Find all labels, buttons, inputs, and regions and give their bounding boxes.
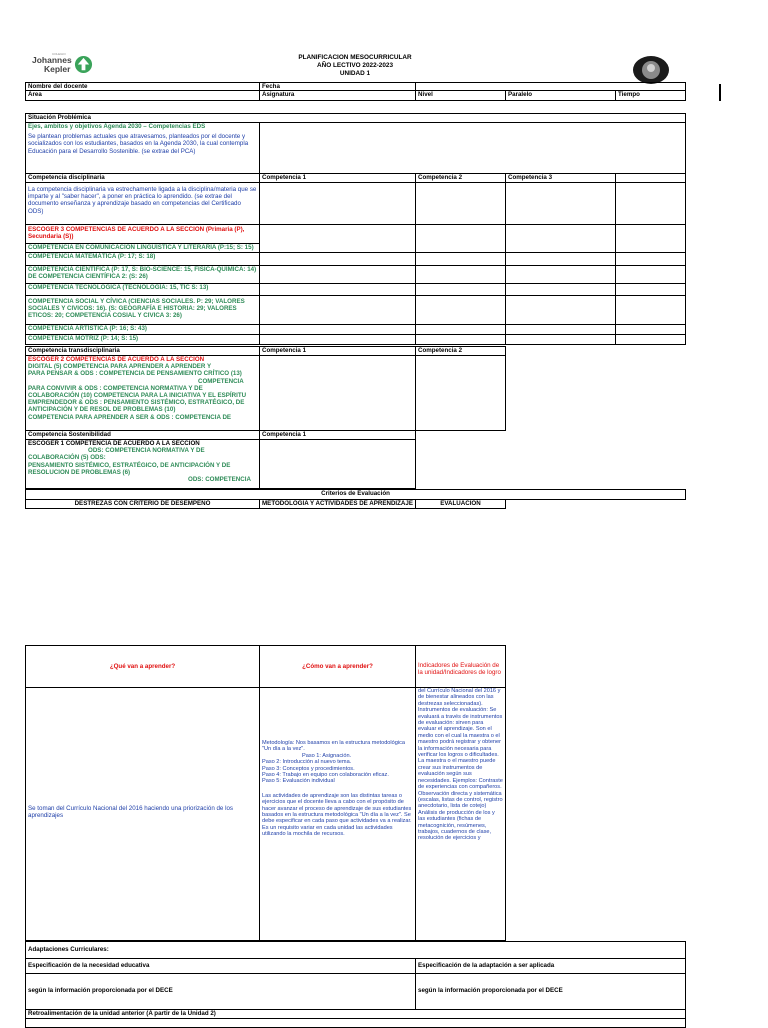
disciplinaria-choose: ESCOGER 3 COMPETENCIAS DE ACUERDO A LA SECCION (Primaria (P), Secundaria (S)) [25,224,260,244]
transdisciplinaria-line3: COMPETENCIA [198,377,244,385]
list-divider-6 [259,334,686,335]
transdisciplinaria-comp1: Competencia 1 [259,346,416,356]
transdisciplinaria-line1: DIGITAL (5) COMPETENCIA PARA APRENDER A APRENDER Y [28,363,212,371]
how-step3: Paso 3: Conceptos y procedimientos. [262,765,355,772]
how-step4: Paso 4: Trabajo en equipo con colaboración eficaz. [262,772,389,779]
disciplinaria-item-7: COMPETENCIA MOTRIZ (P: 14; S: 15) [25,334,260,345]
header-line1: PLANIFICACION MESOCURRICULAR [298,54,412,61]
transdisciplinaria-line5: COLABORACIÓN (10) COMPETENCIA PARA LA INICIATIVA Y EL ESPÍRITU [28,392,247,400]
dece-note-2[interactable]: según la información proporcionada por el DECE [415,973,686,1010]
question-how: ¿Cómo van a aprender? [259,645,416,688]
transdisciplinaria-comp2: Competencia 2 [415,346,506,356]
sostenibilidad-body [25,439,260,489]
how-column [259,687,416,941]
disciplinaria-col4-list[interactable] [615,224,686,345]
disciplinaria-item-5: COMPETENCIA SOCIAL Y CÍVICA (CIENCIAS SOCIALES. P: 29; VALORES SOCIALES Y CIVICOS: 16). (S: GEOGRAFÍA E HISTORIA: 29; VALORES ETICOS: 20; COMPETENCIA COSIAL Y CIVICA 3: 26) [25,295,260,325]
dece-note-1[interactable]: según la información proporcionada por el DECE [25,973,416,1010]
criterios-label: Criterios de Evaluación [25,489,686,500]
school-logo [30,52,92,76]
sostenibilidad-line5: ODS: COMPETENCIA [188,476,251,484]
area-label: Area [25,90,260,101]
adaptaciones-label: Adaptaciones Curriculares: [25,941,686,959]
tiempo-label: Tiempo [615,90,686,101]
sostenibilidad-col1[interactable] [259,439,416,489]
disciplinaria-item-6: COMPETENCIA ARTÍSTICA (P: 16; S: 43) [25,324,260,335]
eds-text: Se plantean problemas actuales que atravesamos, planteados por el docente y socializados con los estudiantes, basados en la Agenda 2030, la cual contempla Educación para el Desarrollo Sostenible. (se extrae del PCA) [28,133,249,155]
seal-icon [632,55,670,85]
disciplinaria-item-4: COMPETENCIA TECNOLÓGICA (TECNOLOGÍA: 15, TIC S: 13) [25,283,260,296]
metodologia-header: METODOLOGIA Y ACTIVIDADES DE APRENDIZAJE [259,499,416,509]
sostenibilidad-line4: RESOLUCION DE PROBLEMAS (6) [28,468,131,476]
what-text: Se toman del Currículo Nacional del 2016 haciendo una priorización de los aprendizajes [25,687,260,941]
transdisciplinaria-body [25,355,260,431]
header-line3: UNIDAD 1 [339,70,371,77]
how-step5: Paso 5: Evaluación individual [262,778,335,785]
list-divider-4 [259,295,686,296]
disciplinaria-comp1: Competencia 1 [259,173,416,183]
transdisciplinaria-choose: ESCOGER 2 COMPETENCIAS DE ACUERDO A LA SECCION [28,356,205,363]
disciplinaria-col1-list[interactable] [259,224,416,345]
disciplinaria-comp2: Competencia 2 [415,173,506,183]
sostenibilidad-choose: ESCOGER 1 COMPETENCIA DE ACUERDO A LA SECCION [28,440,200,447]
disciplinaria-col2-list[interactable] [415,224,506,345]
sostenibilidad-line1: ODS: COMPETENCIA NORMATIVA Y DE [88,447,205,455]
spec-need-header: Especificación de la necesidad educativa [25,958,416,974]
disciplinaria-text: La competencia disciplinaria va estrechamente ligada a la disciplina/materia que se imparte y al "saber hacer", a poner en práctica lo aprendido. (se extrae del documento enseñanza y aprendizaje basado en competencias del Certificado ODS) [25,182,260,225]
transdisciplinaria-line6: EMPRENDEDOR & ODS : PENSAMIENTO SISTÉMICO, ESTRATÉGICO, DE [28,399,245,407]
how-methodology: Metodología: Nos basamos en la estructura metodológica "Un día a la vez". [262,740,406,753]
disciplinaria-item-2: COMPETENCIA MATEMÁTICA (P: 17; S: 18) [25,252,260,266]
how-step2: Paso 2: Introducción al nuevo tema. [262,759,352,766]
evaluacion-header: EVALUACIÓN [415,499,506,509]
disciplinaria-comp3: Competencia 3 [505,173,616,183]
transdisciplinaria-line8: COMPETENCIA PARA APRENDER A SER & ODS : COMPETENCIA DE [28,413,232,421]
indicadores-text: del Currículo Nacional del 2016 y de bienestar alineados con las destrezas seleccionadas). Instrumentos de evaluación: Se evaluará a través de instrumentos de evaluación: sirven para evaluar el aprendizaje. Son el medio con el cual la maestra o el maestro podrá registrar y obtener la información necesaria para verificar los logros o dificultades. La maestra o el maestro puede crear sus instrumentos de evaluación según sus necesidades. Ejemplos: Contraste de experiencias con compañeros. Observación directa y sistemática (escalas, listas de control, registro anecdotario, lista de cotejo) Análisis de producción de los y las estudiantes (fichas de metacognición, resúmenes, trabajos, cuadernos de clase, resolución de ejercicios y [415,687,506,941]
list-divider-1 [259,252,686,253]
indicadores-header: Indicadores de Evaluación de la unidad/Indicadores de logro [415,645,506,688]
eds-heading: Ejes, ambitos y objetivos Agenda 2030 – Competencias EDS [28,123,206,130]
paralelo-label: Paralelo [505,90,616,101]
nivel-label: Nivel [415,90,506,101]
eds-value[interactable] [259,122,686,174]
retro-value[interactable] [25,1018,686,1028]
logo-emblem-icon [74,55,93,74]
logo-name-line1: Johannes [32,55,72,65]
eds-section [25,122,260,174]
logo-small-text: COLEGIO [52,52,66,56]
logo-name-line2: Kepler [44,64,71,74]
transdisciplinaria-col1[interactable] [259,355,416,431]
how-activities: Las actividades de aprendizaje son las distintas tareas o ejercicios que el docente lleva a cabo con el propósito de hacer avanzar el proceso de aprendizaje de sus estudiantes basados en la estructura metodológica "Un día a la vez". Se debe especificar en cada paso que actividades va a realizar. Es un requisito variar en cada unidad las actividades utilizando la mochila de recursos. [262,792,412,838]
how-step1: Paso 1: Asignación. [302,752,352,759]
spec-adapt-header: Especificación de la adaptación a ser aplicada [415,958,686,974]
transdisciplinaria-line7: ANTICIPACIÓN Y DE RESOL DE PROBLEMAS (10) [28,406,176,414]
question-what: ¿Qué van a aprender? [25,645,260,688]
situacion-label: Situación Problémica [25,113,686,123]
transdisciplinaria-label: Competencia transdisciplinaria [25,346,260,356]
transdisciplinaria-line4: PARA CONVIVIR & ODS : COMPETENCIA NORMATIVA Y DE [28,384,203,392]
disciplinaria-col1-top[interactable] [259,182,416,225]
destrezas-header: DESTREZAS CON CRITERIO DE DESEMPEÑO [25,499,260,509]
sostenibilidad-line3: PENSAMIENTO SISTÉMICO, ESTRATÉGICO, DE ANTICIPACIÓN Y DE [28,461,231,469]
header-line2: AÑO LECTIVO 2022-2023 [316,62,393,69]
sostenibilidad-comp1: Competencia 1 [259,430,416,440]
disciplinaria-item-1: COMPETENCIA EN COMUNICACIÓN LINGUISTICA Y LITERARIA (P:15; S: 15) [25,243,260,253]
docente-label: Nombre del docente [25,82,260,91]
list-divider-3 [259,283,686,284]
transdisciplinaria-col2[interactable] [415,355,506,431]
disciplinaria-col4-top[interactable] [615,182,686,225]
disciplinaria-label: Competencia disciplinaria [25,173,260,183]
disciplinaria-col3-list[interactable] [505,224,616,345]
sostenibilidad-line2: COLABORACIÓN (5) ODS: [28,454,106,462]
transdisciplinaria-line2: PARA PENSAR & ODS : COMPETENCIA DE PENSAMIENTO CRÍTICO (13) [28,370,242,378]
list-divider-5 [259,324,686,325]
list-divider-2 [259,265,686,266]
disciplinaria-col3-top[interactable] [505,182,616,225]
disciplinaria-item-3: COMPETENCIA CIENTÍFICA (P: 17, S: BIO-SCIENCE: 15, FISICA-QUIMICA: 14) DE COMPETENCIA CIENTÍFICA 2: (S: 26) [25,265,260,284]
asignatura-label: Asignatura [259,90,416,101]
fecha-label: Fecha [259,82,416,91]
disciplinaria-col2-top[interactable] [415,182,506,225]
retro-label: Retroalimentación de la unidad anterior (A partir de la Unidad 2) [25,1009,686,1019]
vertical-mark [719,84,721,101]
sostenibilidad-label: Competencia Sostenibilidad [25,430,260,440]
header-title [260,54,450,78]
